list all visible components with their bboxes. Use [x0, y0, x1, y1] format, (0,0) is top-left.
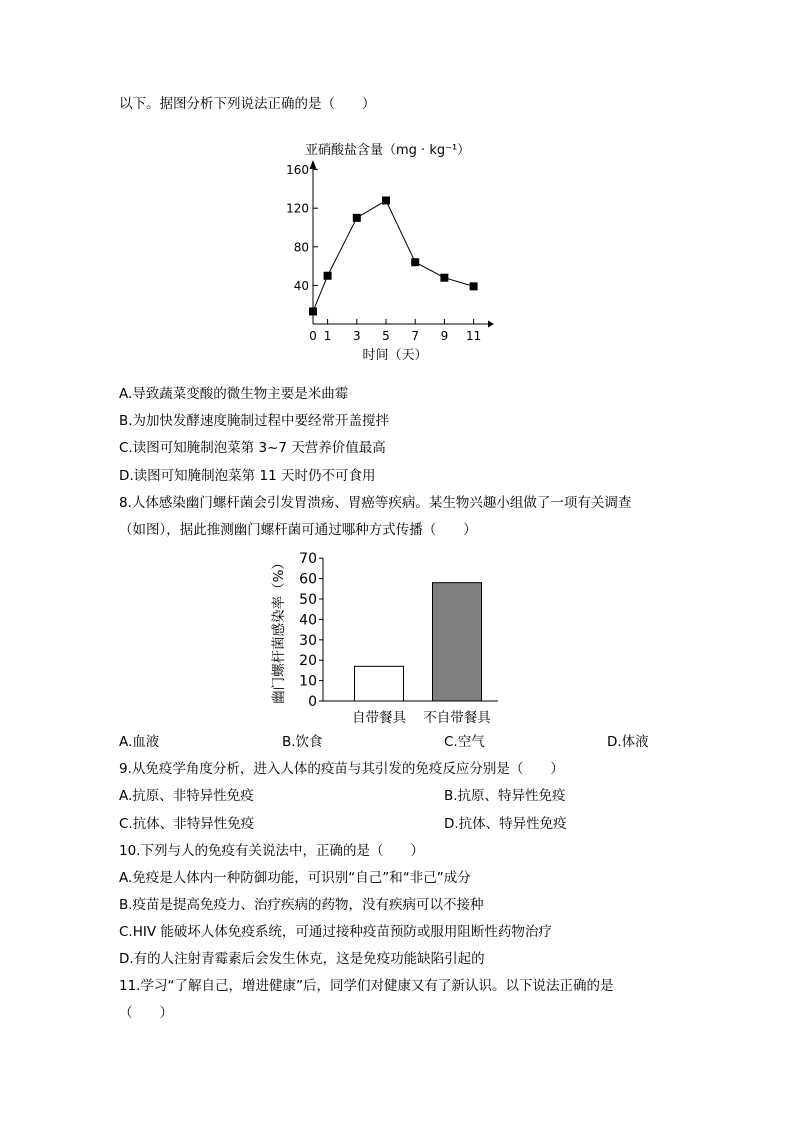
x-tick-label: 5: [382, 329, 390, 343]
q7-option-b: B.为加快发酵速度腌制过程中要经常开盖搅拌: [119, 413, 390, 429]
q10-stem: 10.下列与人的免疫有关说法中，正确的是（ ）: [119, 843, 424, 859]
series-line: [313, 200, 474, 311]
x-tick-label: 9: [440, 329, 449, 343]
y-axis-label: 幽门螺杆菌感染率（%）: [271, 556, 287, 704]
q7-stem: 以下。据图分析下列说法正确的是（ ）: [119, 96, 376, 112]
q9-stem: 9.从免疫学角度分析，进入人体的疫苗与其引发的免疫反应分别是（ ）: [119, 761, 564, 777]
data-point: [382, 196, 390, 204]
category-label: 不自带餐具: [423, 710, 491, 726]
bar: [433, 583, 482, 701]
x-tick-label: 0: [309, 329, 317, 343]
y-tick-label: 50: [299, 592, 317, 608]
q8-option-b: B.饮食: [282, 734, 323, 750]
y-tick-label: 10: [299, 673, 317, 690]
x-tick-label: 3: [352, 329, 361, 343]
data-point: [353, 214, 361, 222]
y-tick-label: 120: [286, 201, 309, 216]
q10-option-c: C.HIV 能破坏人体免疫系统，可通过接种疫苗预防或服用阻断性药物治疗: [119, 924, 552, 940]
y-tick-label: 40: [293, 278, 309, 293]
y-tick-label: 40: [299, 612, 317, 629]
y-tick-label: 20: [299, 653, 317, 670]
q10-option-d: D.有的人注射青霉素后会发生休克，这是免疫功能缺陷引起的: [119, 951, 485, 967]
data-point: [324, 272, 332, 280]
x-tick-label: 7: [411, 329, 420, 343]
data-point: [411, 258, 419, 266]
q8-stem-line2: （如图），据此推测幽门螺杆菌可通过哪种方式传播（ ）: [119, 522, 477, 538]
y-tick-label: 30: [299, 632, 317, 649]
q9-option-c: C.抗体、非特异性免疫: [119, 816, 255, 832]
x-axis-label: 时间（天）: [362, 348, 428, 363]
x-axis-arrow: [488, 321, 494, 328]
category-label: 自带餐具: [352, 710, 406, 726]
y-tick-label: 70: [299, 551, 317, 568]
q11-stem-line1: 11.学习“了解自己，增进健康”后，同学们对健康又有了新认识。以下说法正确的是: [119, 978, 614, 994]
q7-option-c: C.读图可知腌制泡菜第 3~7 天营养价值最高: [119, 440, 386, 456]
q8-option-a: A.血液: [119, 734, 160, 750]
bar: [355, 666, 404, 701]
data-point: [440, 274, 448, 282]
q8-option-d: D.体液: [607, 734, 649, 750]
q7-option-d: D.读图可知腌制泡菜第 11 天时仍不可食用: [119, 468, 376, 484]
q8-option-c: C.空气: [444, 734, 485, 750]
y-tick-label: 80: [293, 240, 309, 255]
y-tick-label: 0: [308, 694, 317, 710]
q11-stem-line2: （ ）: [119, 1005, 173, 1021]
q8-stem-line1: 8.人体感染幽门螺杆菌会引发胃溃疡、胃癌等疾病。某生物兴趣小组做了一项有关调查: [119, 495, 632, 511]
q9-option-d: D.抗体、特异性免疫: [444, 816, 567, 832]
x-tick-label: 1: [323, 329, 332, 343]
x-tick-label: 11: [465, 329, 482, 343]
q7-option-a: A.导致蔬菜变酸的微生物主要是米曲霉: [119, 386, 349, 402]
y-tick-label: 60: [299, 571, 317, 588]
q10-option-b: B.疫苗是提高免疫力、治疗疾病的药物，没有疾病可以不接种: [119, 897, 484, 913]
y-axis-arrow: [310, 160, 317, 169]
q10-option-a: A.免疫是人体内一种防御功能，可识别“自己”和“非己”成分: [119, 870, 471, 886]
y-tick-label: 160: [286, 163, 309, 178]
data-point: [309, 307, 317, 315]
data-point: [470, 282, 478, 290]
q9-option-a: A.抗原、非特异性免疫: [119, 788, 254, 804]
q9-option-b: B.抗原、特异性免疫: [444, 788, 566, 804]
y-axis-label: 亚硝酸盐含量（mg · kg⁻¹）: [305, 143, 471, 158]
